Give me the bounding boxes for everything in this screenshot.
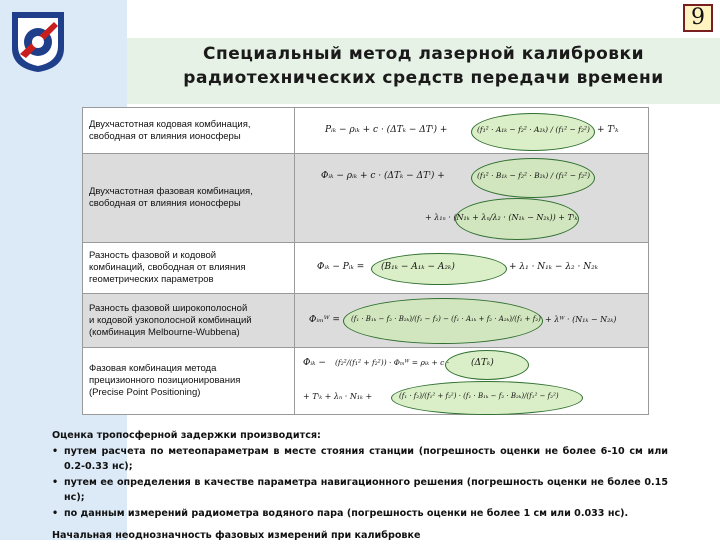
formula-text: (f₁ · B₁ₖ − f₂ · B₂ₖ)/(f₁ − f₂) − (f₁ · A₁ₖ + f₂ · A₂ₖ)/(f₁ + f₂) [351, 315, 541, 323]
organization-logo-icon [8, 8, 68, 74]
page-title-line-2: радиотехнических средств передачи времени [183, 68, 664, 88]
row-formula [295, 294, 649, 348]
row-label-line: Двухчастотная кодовая комбинация, [89, 118, 251, 130]
row-label-line: прецизионного позиционирования [89, 375, 241, 386]
formula-text: + λᵂ · (N₁ₖ − N₂ₖ) [545, 315, 617, 324]
row-formula [295, 243, 649, 294]
page-title-line-1: Специальный метод лазерной калибровки [202, 44, 645, 64]
formula-text: (ΔTₖ) [471, 358, 494, 368]
table-row [83, 243, 649, 294]
row-label-line: Разность фазовой широкополосной [89, 302, 248, 314]
row-label-line: Двухчастотная фазовая комбинация, [89, 186, 253, 197]
row-label [83, 108, 295, 154]
formula-text: Φᵢₖ − [303, 358, 326, 368]
row-label-line: Фазовая комбинация метода [89, 363, 217, 374]
row-label-line: и кодовой узкополосной комбинаций [89, 314, 252, 326]
formula-text: Pᵢₖ − ρᵢₖ + c · (ΔTₖ − ΔTⁱ) + [325, 125, 448, 135]
row-label-line: комбинаций, свободная от влияния [89, 262, 246, 273]
row-label [83, 348, 295, 415]
formula-text: + Tⁱₖ + λₙ · N₁ₖ + [303, 392, 373, 401]
row-label-line: свободная от влияния ионосферы [89, 198, 241, 209]
row-label-line: геометрических параметров [89, 274, 214, 285]
list-item: • путем ее определения в качестве параметра навигационного решения (погрешность оценки не более 0.15 нс); [52, 475, 668, 506]
formula-text: Φᵢₖ − ρᵢₖ + c · (ΔTₖ − ΔTⁱ) + [321, 171, 445, 181]
row-label-line: свободная от влияния ионосферы [89, 130, 241, 142]
table-row [83, 348, 649, 415]
notes-list [52, 444, 668, 522]
list-item: • по данным измерений радиометра водяного пара (погрешность оценки не более 1 см или 0.033 нс). [52, 506, 668, 522]
row-formula [295, 348, 649, 415]
formula-text: Φᵢₖ − Pᵢₖ = [317, 262, 365, 272]
page-number: 9 [683, 4, 713, 32]
formula-text: + λ₁ₙ · (N₁ₖ + λₙ/λ₂ · (N₁ₖ − N₂ₖ)) + Tⁱₖ [425, 213, 578, 222]
formula-text: (f₁² · B₁ₖ − f₂² · B₂ₖ) / (f₁² − f₂²) [477, 171, 591, 180]
formula-text: (f₂²/(f₁² + f₂²)) · Φₘᵂ = ρᵢₖ + c · [335, 358, 450, 367]
formula-text: (B₁ₖ − A₁ₖ − A₂ₖ) [381, 262, 455, 272]
top-white-band [127, 0, 720, 38]
formula-text: Φᵢₘᵂ = [309, 315, 340, 325]
list-item: • путем расчета по метеопараметрам в месте стояния станции (погрешность оценки не более 6-10 см или 0.2-0.33 нс); [52, 444, 668, 475]
page-title [127, 42, 720, 90]
formula-text: (f₁² · A₁ₖ − f₂² · A₂ₖ) / (f₁² − f₂²) [477, 125, 590, 134]
row-formula [295, 108, 649, 154]
table-row [83, 154, 649, 243]
table-row [83, 108, 649, 154]
row-label [83, 243, 295, 294]
table-row [83, 294, 649, 348]
row-label-line: (комбинация Melbourne-Wubbena) [89, 326, 240, 338]
methods-table [82, 107, 649, 415]
row-label-line: Разность фазовой и кодовой [89, 250, 217, 261]
row-label [83, 154, 295, 243]
formula-text: (f₁ · f₂)/(f₁² + f₂²) · (f₁ · B₁ₖ − f₂ · B₂ₖ)/(f₁² − f₂²) [399, 392, 559, 400]
notes-lead: Оценка тропосферной задержки производится: [52, 430, 321, 441]
notes-block [52, 428, 668, 553]
row-label-line: (Precise Point Positioning) [89, 387, 201, 398]
notes-tail: Начальная неоднозначность фазовых измерений при калибровке [52, 529, 421, 541]
row-label [83, 294, 295, 348]
formula-text: + Tⁱₖ [597, 125, 619, 135]
formula-text: + λ₁ · N₁ₖ − λ₂ · N₂ₖ [509, 262, 598, 272]
row-formula [295, 154, 649, 243]
